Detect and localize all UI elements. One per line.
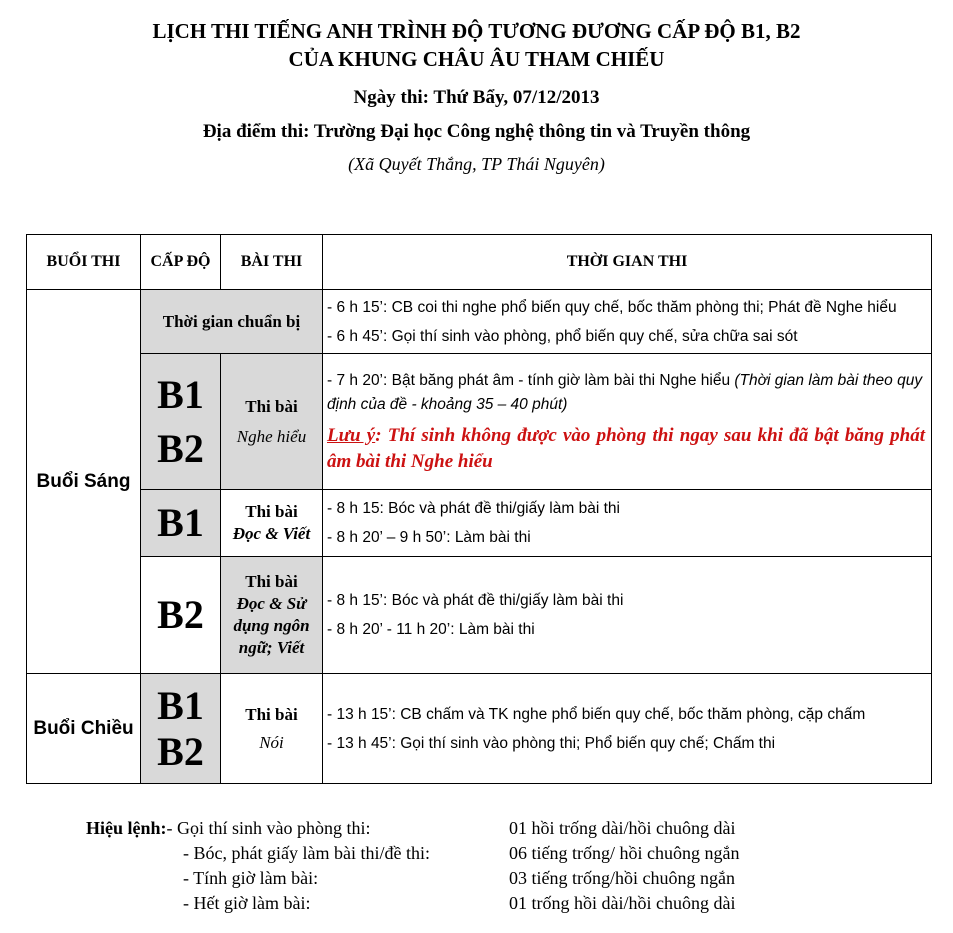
- time-line: - 8 h 20’ - 11 h 20’: Làm bài thi: [327, 621, 535, 638]
- test-name: Đọc & Sử dụng ngôn ngữ; Viết: [233, 594, 310, 657]
- prep-time-label: Thời gian chuẩn bị: [141, 290, 323, 354]
- list-item: [183, 866, 735, 891]
- title-line-2: CỦA KHUNG CHÂU ÂU THAM CHIẾU: [288, 47, 665, 71]
- time-line: - 13 h 15’: CB chấm và TK nghe phổ biến quy chế, bốc thăm phòng, cặp chấm: [327, 705, 866, 723]
- header-session: BUỔI THI: [27, 235, 141, 290]
- list-item: [86, 816, 736, 841]
- time-line: - 13 h 45’: Gọi thí sinh vào phòng thi; Phổ biến quy chế; Chấm thi: [327, 734, 776, 752]
- test-name: Nghe hiểu: [236, 426, 307, 446]
- title-line-1: LỊCH THI TIẾNG ANH TRÌNH ĐỘ TƯƠNG ĐƯƠNG CẤP ĐỘ B1, B2: [152, 19, 801, 43]
- time-main: - 7 h 20’: Bật băng phát âm - tính giờ làm bài thi Nghe hiểu: [327, 371, 735, 389]
- signal-value: 06 tiếng trống/ hồi chuông ngắn: [509, 843, 740, 863]
- header-time: THỜI GIAN THI: [323, 235, 932, 290]
- exam-date: Ngày thi: Thứ Bẩy, 07/12/2013: [353, 87, 600, 108]
- venue-address: (Xã Quyết Thắng, TP Thái Nguyên): [348, 154, 605, 174]
- test-cell: [221, 354, 323, 490]
- header-test: BÀI THI: [221, 235, 323, 290]
- warning-text: : Thí sinh không được vào phòng thi ngay sau khi đã bật băng phát âm bài thi Nghe hiểu: [327, 424, 925, 472]
- exam-venue: Địa điểm thi: Trường Đại học Công nghệ thông tin và Truyền thông: [202, 121, 751, 142]
- listening-time-cell: [323, 354, 932, 490]
- prep-time-cell: [323, 290, 932, 354]
- signal-action: - Gọi thí sinh vào phòng thi:: [166, 818, 371, 838]
- session-afternoon: Buổi Chiều: [27, 674, 141, 784]
- signal-value: 01 hồi trống dài/hồi chuông dài: [509, 818, 736, 838]
- session-morning: Buổi Sáng: [27, 290, 141, 674]
- signal-action: - Bóc, phát giấy làm bài thi/đề thi:: [183, 843, 430, 863]
- level-cell: B2: [141, 557, 221, 674]
- test-name: Nói: [259, 732, 284, 752]
- signal-action: - Tính giờ làm bài:: [183, 868, 319, 888]
- time-line: - 8 h 20’ – 9 h 50’: Làm bài thi: [327, 529, 531, 546]
- level-label: B1: [157, 682, 204, 728]
- test-cell: [221, 557, 323, 674]
- table-row: [27, 674, 932, 784]
- test-label: Thi bài: [245, 502, 298, 521]
- test-label: Thi bài: [245, 704, 298, 724]
- exam-schedule-table: [26, 234, 932, 784]
- level-cell: B1: [141, 490, 221, 557]
- time-line: - 8 h 15: Bóc và phát đề thi/giấy làm bài thi: [327, 500, 620, 517]
- test-cell: [221, 490, 323, 557]
- signal-value: 03 tiếng trống/hồi chuông ngắn: [509, 868, 735, 888]
- test-label: Thi bài: [245, 572, 298, 591]
- test-label: Thi bài: [245, 396, 298, 416]
- test-cell: [221, 674, 323, 784]
- header-level: CẤP ĐỘ: [141, 235, 221, 290]
- table-row: [27, 290, 932, 354]
- level-cell: [141, 674, 221, 784]
- level-cell: [141, 354, 221, 490]
- b2-time-cell: [323, 557, 932, 674]
- level-label: B2: [157, 728, 204, 774]
- table-row: [27, 490, 932, 557]
- table-row: [27, 557, 932, 674]
- table-row: [27, 354, 932, 490]
- signal-value: 01 trống hồi dài/hồi chuông dài: [509, 893, 736, 913]
- time-line: - 6 h 15’: CB coi thi nghe phổ biến quy chế, bốc thăm phòng thi; Phát đề Nghe hiểu: [327, 298, 897, 316]
- table-header-row: [27, 235, 932, 290]
- time-line: - 8 h 15’: Bóc và phát đề thi/giấy làm bài thi: [327, 592, 624, 609]
- warning-note: [327, 423, 925, 475]
- time-line: - 6 h 45’: Gọi thí sinh vào phòng, phổ biến quy chế, sửa chữa sai sót: [327, 327, 798, 345]
- warning-label: Lưu ý: [327, 424, 376, 446]
- signals-heading: Hiệu lệnh:: [86, 818, 167, 838]
- level-label: B2: [157, 425, 204, 471]
- afternoon-time-cell: [323, 674, 932, 784]
- test-name: Đọc & Viết: [232, 524, 311, 543]
- list-item: [183, 891, 736, 916]
- signal-action: - Hết giờ làm bài:: [183, 893, 311, 913]
- time-note: (Thời gian làm bài theo quy định của đề - khoảng 35 – 40 phút): [327, 371, 923, 413]
- time-line: [327, 369, 925, 417]
- level-label: B1: [157, 371, 204, 417]
- list-item: [183, 841, 740, 866]
- b1-time-cell: [323, 490, 932, 557]
